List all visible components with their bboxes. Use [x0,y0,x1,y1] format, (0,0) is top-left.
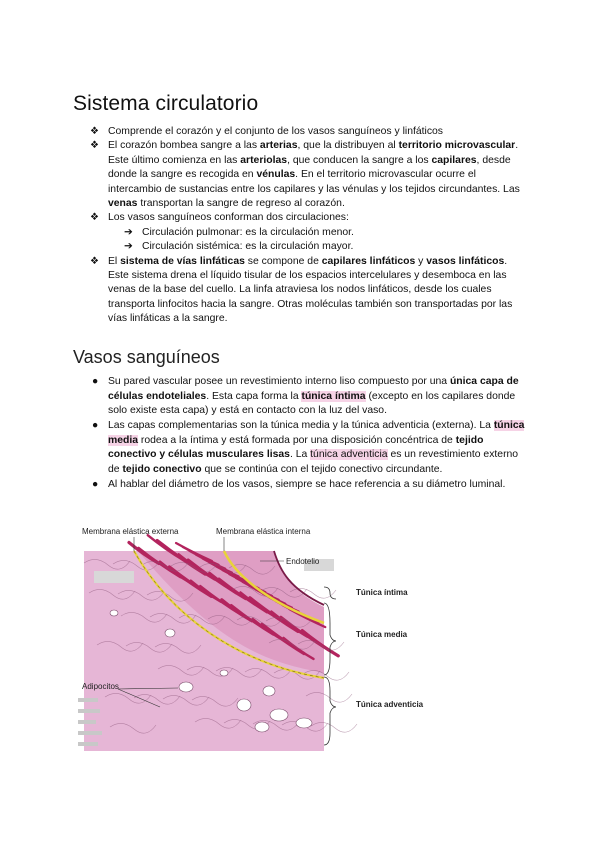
text-run: El [108,255,121,267]
adventicia-brace [324,677,336,745]
sub-list [108,226,525,255]
bold-term: tejido conectivo y células musculares lisas [108,434,484,461]
bold-term: venas [108,198,138,210]
text-run: y [415,255,427,267]
text-run: . En el territorio microvascular ocurre el intercambio de sustancias entre los capilares y las vénulas y los tejidos circundantes. Las [108,169,520,195]
text-run: . La [289,449,311,461]
bold-term: vasos linfáticos [426,255,505,267]
adipocyte [270,709,288,721]
bold-term: arterias [259,140,298,152]
bold-term: territorio microvascular [398,140,516,152]
text-run: , que conducen la sangre a los [287,154,432,166]
list-item [90,139,525,211]
bold-term: tejido conectivo [122,464,202,476]
list-item [90,125,525,139]
adipocyte [179,682,193,692]
text-run: se compone de [244,255,322,267]
sub-list-item [124,240,525,254]
label-external-elastic-membrane: Membrana elástica externa [82,527,179,536]
intro-bullet-list [90,125,525,327]
bold-term: vénulas [256,169,296,181]
text-run: rodea a la íntima y está formada por una disposición concéntrica de [138,434,456,446]
text-run: Su pared vascular posee un revestimiento interno liso compuesto por una [108,376,450,387]
text-run: (excepto en los capilares donde solo existe esta capa) y está en contacto con la luz del vaso. [108,390,516,417]
bold-term: capilares [431,154,477,166]
list-item [90,478,530,493]
bold-term: arteriolas [240,154,288,166]
bold-term: túnica íntima [301,390,366,402]
diamond-bullet-icon: ❖ [90,212,99,224]
highlighted-term: túnica adventicia [310,449,388,461]
arrow-bullet-icon: ➔ [124,226,133,238]
adipocyte [296,718,312,728]
text-run: . Este sistema drena el líquido tisular de los espacios intercelulares y desemboca en las venas de la base del cuello. La linfa atraviesa los nodos linfáticos, desde los cuales transporta linfocitos hacia la sangre. Otras moléculas también son transportadas por las vías linfáticas a la sangre. [108,255,513,325]
dot-bullet-icon: ● [92,420,99,432]
text-run: Las capas complementarias son la túnica media y la túnica adventicia (externa). La [108,420,494,432]
vessels-bullet-list [90,375,530,493]
text-run: , que la distribuyen al [297,140,399,152]
adipocyte [263,686,275,696]
list-item [90,211,525,254]
list-item [90,255,525,327]
text-run: transportan la sangre de regreso al corazón. [137,198,345,210]
text-run: El corazón bombea sangre a las [108,140,260,152]
dot-bullet-icon: ● [92,376,99,387]
text-run: Comprende el corazón y el conjunto de los vasos sanguíneos y linfáticos [108,126,444,137]
sub-list-item [124,226,525,240]
text-run: , desde donde la sangre es recogida en [108,154,511,181]
adipocyte [237,699,251,711]
bold-term: sistema de vías linfáticas [120,255,245,267]
adipocyte [220,670,228,676]
label-tunica-adventicia: Túnica adventicia [356,700,424,709]
diamond-bullet-icon: ❖ [90,126,99,137]
list-item [90,375,530,419]
diamond-bullet-icon: ❖ [90,140,99,152]
page-title: Sistema circulatorio [73,92,259,115]
bold-term: capilares linfáticos [321,255,416,267]
bold-term: túnica media [108,420,525,446]
text-run: es un revestimiento externo de [108,449,519,476]
vessel-wall-illustration [74,523,454,753]
adipocyte [255,722,269,732]
sub-item-text: Circulación sistémica: es la circulación mayor. [142,241,354,253]
section-heading: Vasos sanguíneos [73,347,220,367]
label-internal-elastic-membrane: Membrana elástica interna [216,527,311,536]
text-run: . Este último comienza en las [108,140,519,166]
label-adipocytes: Adipocitos [82,682,119,691]
vessel-wall-figure [74,523,454,753]
adipocyte [165,629,175,637]
arrow-bullet-icon: ➔ [124,241,133,253]
bold-term: única capa de células endoteliales [108,376,519,402]
diamond-bullet-icon: ❖ [90,255,99,267]
text-run: Al hablar del diámetro de los vasos, siempre se hace referencia a su diámetro luminal. [108,479,506,491]
text-run: que se continúa con el tejido conectivo circundante. [201,464,443,476]
dot-bullet-icon: ● [92,479,99,491]
list-item [90,419,530,477]
label-tunica-intima: Túnica íntima [356,588,408,597]
text-run: Los vasos sanguíneos conforman dos circulaciones: [108,212,349,224]
label-tunica-media: Túnica media [356,630,408,639]
sub-item-text: Circulación pulmonar: es la circulación menor. [142,226,354,238]
text-run: . Esta capa forma la [206,390,302,402]
media-brace [324,603,336,675]
label-endothelium: Endotelio [286,557,320,566]
adipocyte [110,610,118,616]
